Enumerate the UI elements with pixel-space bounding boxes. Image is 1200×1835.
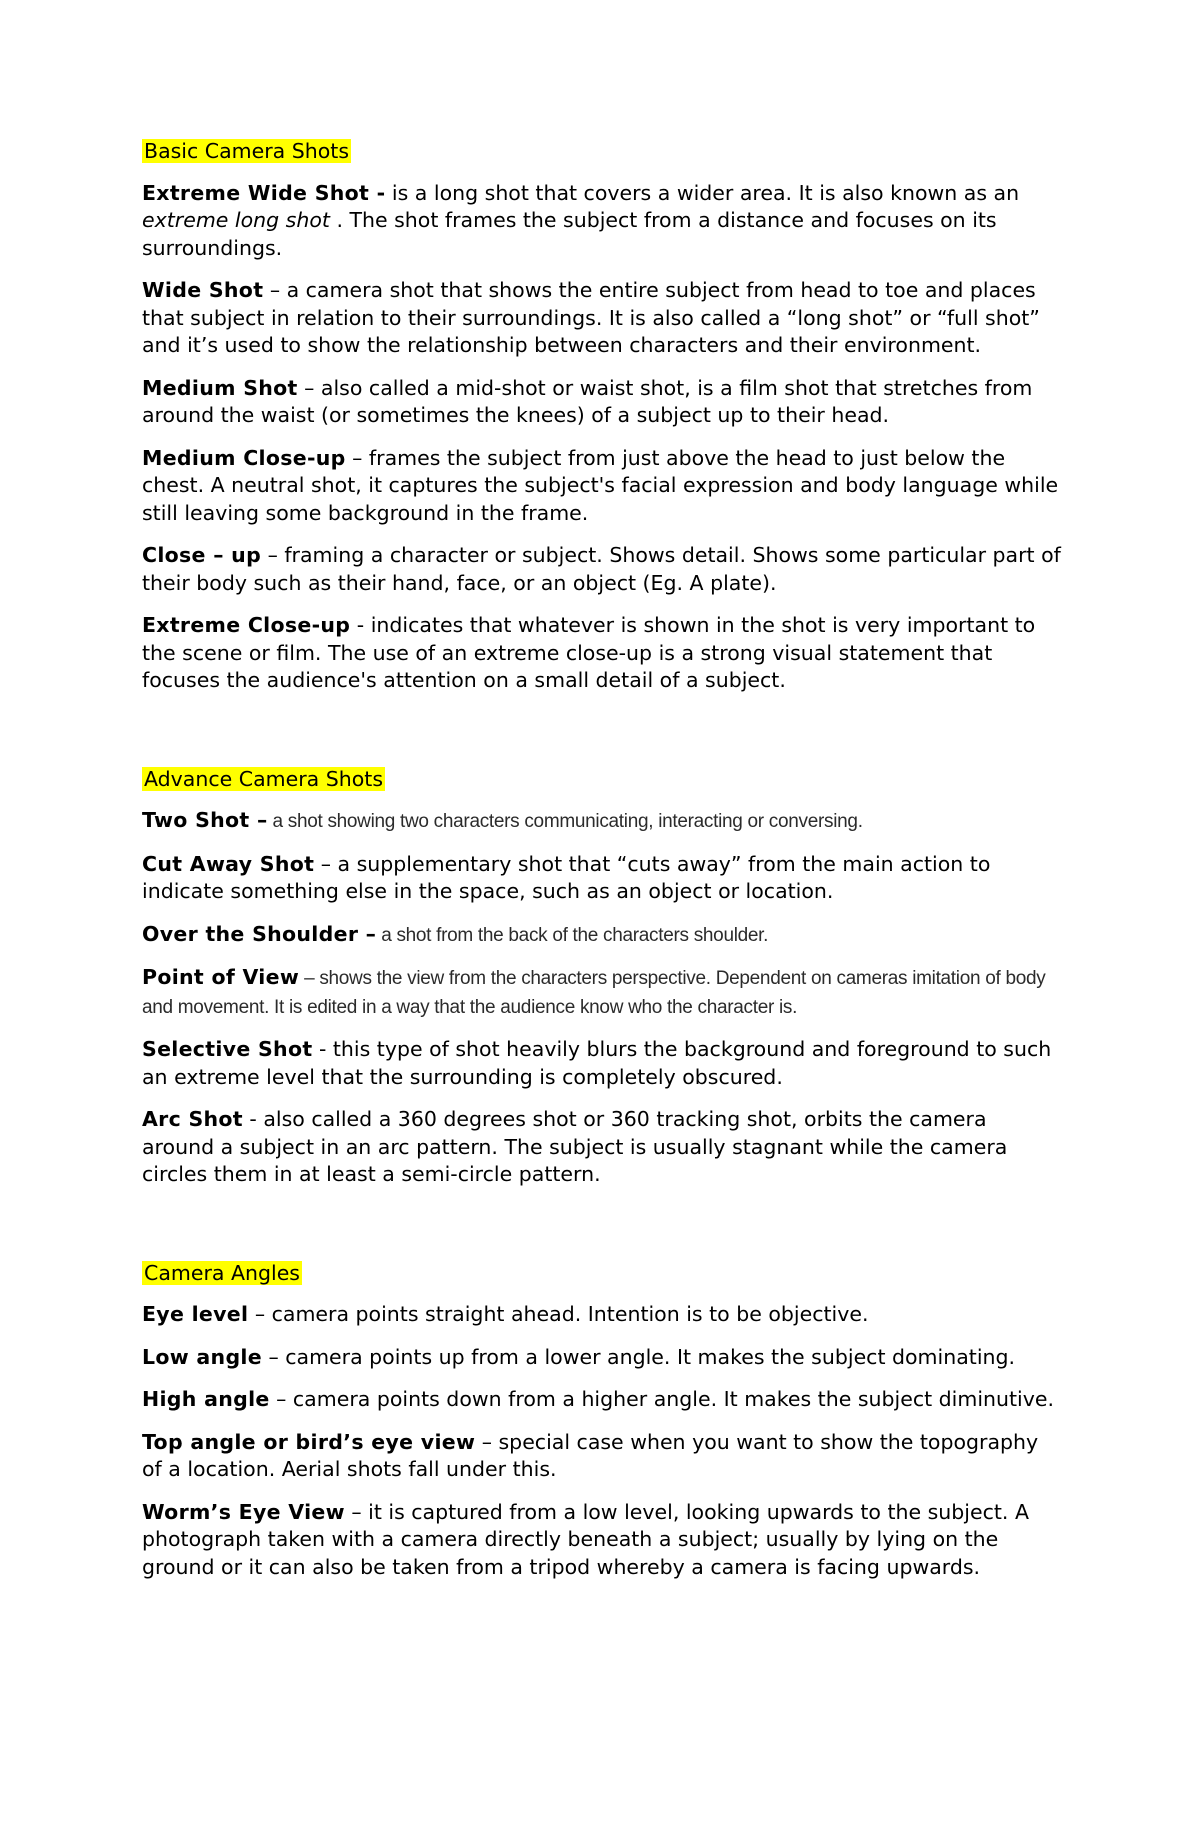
definition-entry [142,375,1062,430]
definition-text: a shot showing two characters communicating, interacting or conversing. [267,811,863,832]
definition-entry [142,1429,1062,1484]
definition-text: – frames the subject from just above the head to just below the chest. A neutral shot, it captures the subject's facial expression and body language while still leaving some background in the frame. [142,445,1059,525]
definition-entry [142,807,1062,836]
definition-term: Top angle or bird’s eye view [142,1429,476,1454]
definition-term: High angle [142,1387,270,1411]
definition-text: – shows the view from the characters perspective. Dependent on cameras imitation of body and movement. It is edited in a way that the audience know who the character is. [142,968,1046,1018]
definition-entry [142,180,1062,263]
definition-text: – framing a character or subject. Shows detail. Shows some particular part of their body such as their hand, face, or an object (Eg. A plate). [142,543,1061,595]
definition-entry [142,964,1062,1021]
definition-text: – camera points straight ahead. Intention is to be objective. [248,1302,869,1326]
definition-term: Over the Shoulder – [142,921,377,946]
section-spacer [142,710,1062,766]
definition-term: Medium Shot [142,375,298,400]
definition-term: Medium Close-up [142,445,346,470]
definition-term: Extreme Wide Shot - [142,180,386,205]
definition-text: a shot from the back of the characters shoulder. [376,924,769,946]
definition-text: – also called a mid-shot or waist shot, is a film shot that stretches from around the waist (or sometimes the knees) of a subject up to their head. [142,375,1033,427]
section-heading [142,1260,1062,1288]
definition-text: – camera points down from a higher angle. It makes the subject diminutive. [269,1387,1055,1411]
highlighted-heading-text: Camera Angles [144,1260,300,1285]
definition-text: – special case when you want to show the topography of a location. Aerial shots fall under this. [142,1429,1039,1481]
definition-text: – a supplementary shot that “cuts away” from the main action to indicate something else in the space, such as an object or location. [142,851,991,903]
highlighted-heading-text: Advance Camera Shots [144,766,383,791]
document-page [142,138,1062,1596]
definition-entry [142,612,1062,695]
definition-text: – camera points up from a lower angle. It makes the subject dominating. [261,1344,1016,1369]
definition-entry [142,445,1062,528]
section-basic-camera-shots [142,138,1062,695]
section-camera-angles [142,1260,1062,1582]
definition-entry [142,1386,1062,1414]
definition-term: Eye level [142,1302,249,1326]
definition-italic-text: extreme long shot [142,208,330,232]
definition-term: Two Shot – [142,808,268,832]
definition-entry [142,1106,1062,1189]
section-advance-camera-shots [142,766,1062,1189]
definition-text: . The shot frames the subject from a distance and focuses on its surroundings. [142,208,997,260]
definition-entry [142,1499,1062,1582]
section-heading [142,766,1062,794]
definition-entry [142,1344,1062,1372]
definition-term: Arc Shot [142,1107,243,1131]
definition-entry [142,277,1062,360]
definition-entry [142,851,1062,906]
highlighted-heading-text: Basic Camera Shots [144,139,350,163]
definition-entry [142,1301,1062,1329]
definition-text: – it is captured from a low level, looking upwards to the subject. A photograph taken with a camera directly beneath a subject; usually by lying on the ground or it can also be taken from a tripod whereby a camera is facing upwards. [142,1499,1029,1579]
definition-text: – a camera shot that shows the entire subject from head to toe and places that subject in relation to their surroundings. It is also called a “long shot” or “full shot” and it’s used to show the relationship between characters and their environment. [142,278,1040,357]
definition-text: - this type of shot heavily blurs the background and foreground to such an extreme level that the surrounding is completely obscured. [142,1037,1052,1089]
definition-term: Cut Away Shot [142,851,315,876]
definition-text: - also called a 360 degrees shot or 360 tracking shot, orbits the camera around a subject in an arc pattern. The subject is usually stagnant while the camera circles them in at least a semi-circle pattern. [142,1107,1008,1186]
definition-entry [142,1036,1062,1091]
section-spacer [142,1204,1062,1260]
definition-term: Close – up [142,543,262,567]
definition-term: Worm’s Eye View [142,1499,345,1524]
definition-term: Point of View [142,965,300,989]
definition-text: is a long shot that covers a wider area. It is also known as an [385,180,1020,205]
definition-term: Low angle [142,1344,262,1369]
definition-entry [142,921,1062,950]
definition-term: Extreme Close-up [142,613,351,637]
definition-term: Selective Shot [142,1037,313,1061]
definition-text: - indicates that whatever is shown in the shot is very important to the scene or film. The use of an extreme close-up is a strong visual statement that focuses the audience's attention on a small detail of a subject. [142,613,1036,692]
section-heading [142,138,1062,166]
definition-term: Wide Shot [142,278,264,302]
definition-entry [142,542,1062,597]
